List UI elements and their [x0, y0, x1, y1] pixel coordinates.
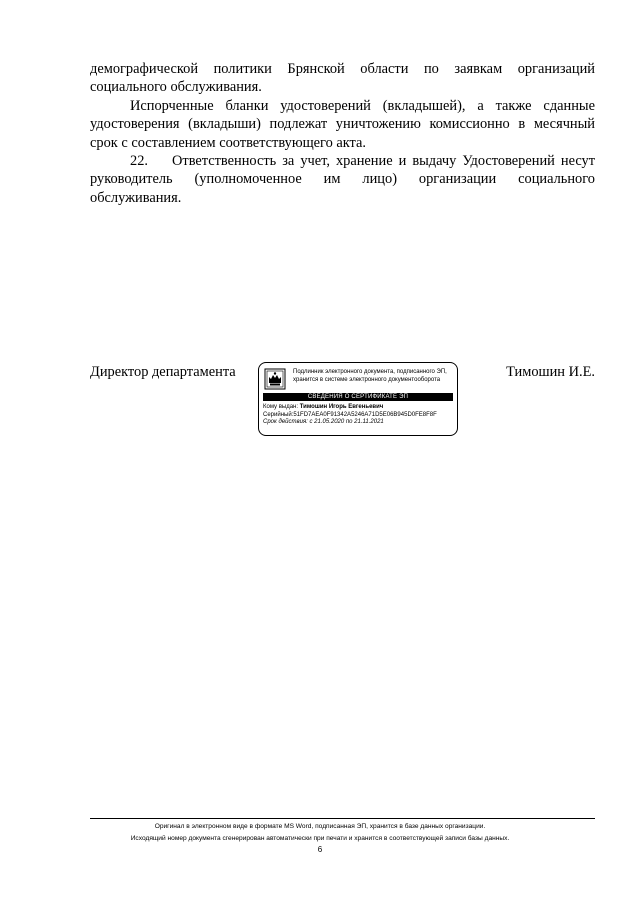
signatory-name: Тимошин И.Е.: [506, 364, 595, 380]
paragraph-spoiled-forms: Испорченные бланки удостоверений (вкладышей), а также сданные удостоверения (вкладыши) подлежат уничтожению комиссионно в месячный срок с составлением соответствующего акта.: [90, 97, 595, 151]
footer-line-2: Исходящий номер документа сгенерирован автоматически при печати и хранится в соответствующей записи базы данных.: [130, 835, 510, 842]
validity-label: Срок действия:: [263, 419, 308, 425]
electronic-signature-stamp: [258, 362, 458, 436]
footer-line-1: Оригинал в электронном виде в формате MS Word, подписанная ЭП, хранится в базе данных организации.: [154, 823, 486, 830]
signature-block: [90, 362, 595, 442]
certificate-validity-row: [263, 419, 455, 427]
footer-note: [0, 821, 640, 845]
coat-of-arms-icon: [264, 368, 286, 390]
stamp-bar-title: СВЕДЕНИЯ О СЕРТИФИКАТЕ ЭП: [263, 393, 453, 401]
paragraph-22-responsibility: 22. Ответственность за учет, хранение и выдачу Удостоверений несут руководитель (уполномоченное им лицо) организации социального обслуживания.: [90, 153, 599, 206]
serial-value: 51FD7AEA0F91342A5246A71D5E06B945D0FE8F8F: [293, 411, 437, 418]
certificate-owner-row: [263, 404, 455, 412]
validity-value: с 21.05.2020 по 21.11.2021: [309, 419, 384, 425]
issued-to-value: Тимошин Игорь Евгеньевич: [299, 404, 384, 410]
page-number: 6: [317, 845, 323, 854]
stamp-header: Подлинник электронного документа, подписанного ЭП, хранится в системе электронного документооборота: [293, 369, 447, 383]
certificate-details: [263, 404, 455, 427]
issued-to-label: Кому выдан:: [263, 404, 299, 410]
footer-divider: [90, 818, 595, 819]
signatory-position: Директор департамента: [90, 364, 236, 380]
serial-label: Серийный:: [263, 411, 294, 418]
document-body: [90, 60, 599, 207]
paragraph-continuation: демографической политики Брянской области по заявкам организаций социального обслуживания.: [90, 61, 595, 96]
certificate-serial-row: [263, 412, 455, 420]
